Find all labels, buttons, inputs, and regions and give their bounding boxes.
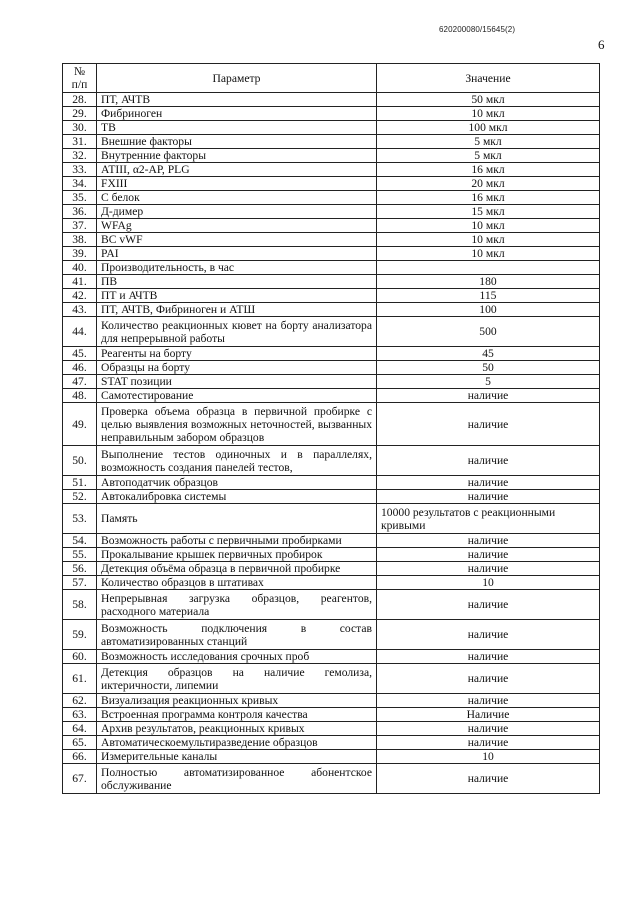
row-value: наличие bbox=[377, 446, 600, 476]
row-number: 56. bbox=[63, 562, 97, 576]
row-number: 54. bbox=[63, 534, 97, 548]
row-number: 30. bbox=[63, 121, 97, 135]
row-value: 10000 результатов с реакционными кривыми bbox=[377, 504, 600, 534]
row-number: 38. bbox=[63, 233, 97, 247]
row-number: 49. bbox=[63, 403, 97, 446]
row-number: 41. bbox=[63, 275, 97, 289]
row-parameter: ПТ, АЧТВ bbox=[97, 93, 377, 107]
table-row bbox=[63, 135, 600, 149]
row-value: 5 bbox=[377, 375, 600, 389]
row-parameter: Количество реакционных кювет на борту анализатора для непрерывной работы bbox=[97, 317, 377, 347]
table-row bbox=[63, 233, 600, 247]
row-value: наличие bbox=[377, 664, 600, 694]
row-number: 57. bbox=[63, 576, 97, 590]
row-parameter: FXIII bbox=[97, 177, 377, 191]
row-value: 45 bbox=[377, 347, 600, 361]
table-row bbox=[63, 375, 600, 389]
table-row bbox=[63, 446, 600, 476]
row-parameter: ПТ, АЧТВ, Фибриноген и АТШ bbox=[97, 303, 377, 317]
row-number: 64. bbox=[63, 722, 97, 736]
row-number: 45. bbox=[63, 347, 97, 361]
row-parameter: Непрерывная загрузка образцов, реагентов, расходного материала bbox=[97, 590, 377, 620]
row-number: 61. bbox=[63, 664, 97, 694]
table-header-row bbox=[63, 64, 600, 93]
table-row bbox=[63, 177, 600, 191]
table-row bbox=[63, 347, 600, 361]
row-number: 28. bbox=[63, 93, 97, 107]
row-value: 500 bbox=[377, 317, 600, 347]
row-number: 59. bbox=[63, 620, 97, 650]
table-row bbox=[63, 650, 600, 664]
row-parameter: Производительность, в час bbox=[97, 261, 377, 275]
row-parameter: Полностью автоматизированное абонентское обслуживание bbox=[97, 764, 377, 794]
header-parameter: Параметр bbox=[97, 64, 377, 93]
row-number: 42. bbox=[63, 289, 97, 303]
row-value: наличие bbox=[377, 694, 600, 708]
row-value: 10 bbox=[377, 576, 600, 590]
row-number: 50. bbox=[63, 446, 97, 476]
row-parameter: Прокалывание крышек первичных пробирок bbox=[97, 548, 377, 562]
table-row bbox=[63, 664, 600, 694]
row-parameter: Автокалибровка системы bbox=[97, 490, 377, 504]
row-parameter: Проверка объема образца в первичной пробирке с целью выявления возможных неточностей, вызванных неправильным забором образцов bbox=[97, 403, 377, 446]
table-row bbox=[63, 764, 600, 794]
row-number: 29. bbox=[63, 107, 97, 121]
row-parameter: PAI bbox=[97, 247, 377, 261]
row-number: 51. bbox=[63, 476, 97, 490]
row-number: 60. bbox=[63, 650, 97, 664]
row-parameter: Память bbox=[97, 504, 377, 534]
header-value: Значение bbox=[377, 64, 600, 93]
row-value: 10 мкл bbox=[377, 247, 600, 261]
row-number: 36. bbox=[63, 205, 97, 219]
row-value: наличие bbox=[377, 476, 600, 490]
table-row bbox=[63, 247, 600, 261]
row-parameter: Количество образцов в штативах bbox=[97, 576, 377, 590]
row-value: 180 bbox=[377, 275, 600, 289]
row-value: наличие bbox=[377, 490, 600, 504]
row-value: 10 bbox=[377, 750, 600, 764]
row-value: наличие bbox=[377, 722, 600, 736]
table-row bbox=[63, 708, 600, 722]
row-value: наличие bbox=[377, 389, 600, 403]
row-number: 58. bbox=[63, 590, 97, 620]
row-number: 35. bbox=[63, 191, 97, 205]
row-parameter: BC vWF bbox=[97, 233, 377, 247]
table-row bbox=[63, 490, 600, 504]
row-number: 34. bbox=[63, 177, 97, 191]
row-number: 39. bbox=[63, 247, 97, 261]
row-parameter: Внешние факторы bbox=[97, 135, 377, 149]
row-parameter: Детекция образцов на наличие гемолиза, иктеричности, липемии bbox=[97, 664, 377, 694]
table-row bbox=[63, 219, 600, 233]
page-number: 6 bbox=[598, 37, 605, 52]
row-parameter: Образцы на борту bbox=[97, 361, 377, 375]
row-parameter: Детекция объёма образца в первичной пробирке bbox=[97, 562, 377, 576]
row-number: 48. bbox=[63, 389, 97, 403]
row-parameter: Реагенты на борту bbox=[97, 347, 377, 361]
row-value: наличие bbox=[377, 534, 600, 548]
table-row bbox=[63, 261, 600, 275]
row-number: 53. bbox=[63, 504, 97, 534]
table-row bbox=[63, 163, 600, 177]
row-number: 40. bbox=[63, 261, 97, 275]
row-number: 43. bbox=[63, 303, 97, 317]
row-number: 31. bbox=[63, 135, 97, 149]
row-number: 37. bbox=[63, 219, 97, 233]
row-parameter: Возможность исследования срочных проб bbox=[97, 650, 377, 664]
row-parameter: Визуализация реакционных кривых bbox=[97, 694, 377, 708]
row-number: 47. bbox=[63, 375, 97, 389]
table-row bbox=[63, 107, 600, 121]
row-value: наличие bbox=[377, 736, 600, 750]
row-parameter: ПВ bbox=[97, 275, 377, 289]
table-row bbox=[63, 548, 600, 562]
row-parameter: Выполнение тестов одиночных и в параллелях, возможность создания панелей тестов, bbox=[97, 446, 377, 476]
table-row bbox=[63, 562, 600, 576]
table-row bbox=[63, 275, 600, 289]
row-number: 44. bbox=[63, 317, 97, 347]
row-value: 20 мкл bbox=[377, 177, 600, 191]
row-parameter: STAT позиции bbox=[97, 375, 377, 389]
row-parameter: Внутренние факторы bbox=[97, 149, 377, 163]
table-row bbox=[63, 289, 600, 303]
table-row bbox=[63, 361, 600, 375]
row-value: 16 мкл bbox=[377, 191, 600, 205]
row-value: наличие bbox=[377, 764, 600, 794]
row-value: наличие bbox=[377, 590, 600, 620]
row-value: 100 мкл bbox=[377, 121, 600, 135]
row-value: 5 мкл bbox=[377, 135, 600, 149]
parameters-table bbox=[62, 63, 600, 794]
table-row bbox=[63, 750, 600, 764]
row-number: 66. bbox=[63, 750, 97, 764]
row-number: 33. bbox=[63, 163, 97, 177]
header-num: № п/п bbox=[63, 64, 97, 93]
table-row bbox=[63, 504, 600, 534]
table-row bbox=[63, 93, 600, 107]
row-value: 50 bbox=[377, 361, 600, 375]
row-value: 50 мкл bbox=[377, 93, 600, 107]
row-parameter: Возможность подключения в состав автоматизированных станций bbox=[97, 620, 377, 650]
row-value: Наличие bbox=[377, 708, 600, 722]
table-row bbox=[63, 476, 600, 490]
table-body bbox=[63, 93, 600, 794]
row-number: 32. bbox=[63, 149, 97, 163]
row-value: 115 bbox=[377, 289, 600, 303]
row-parameter: WFAg bbox=[97, 219, 377, 233]
table-row bbox=[63, 694, 600, 708]
table-row bbox=[63, 191, 600, 205]
row-number: 52. bbox=[63, 490, 97, 504]
table-row bbox=[63, 303, 600, 317]
row-value bbox=[377, 261, 600, 275]
table-row bbox=[63, 205, 600, 219]
row-value: 10 мкл bbox=[377, 107, 600, 121]
row-value: 15 мкл bbox=[377, 205, 600, 219]
row-value: 10 мкл bbox=[377, 233, 600, 247]
table-row bbox=[63, 389, 600, 403]
table-row bbox=[63, 590, 600, 620]
row-parameter: Измерительные каналы bbox=[97, 750, 377, 764]
row-parameter: Архив результатов, реакционных кривых bbox=[97, 722, 377, 736]
document-id: 620200080/15645(2) bbox=[439, 25, 516, 34]
row-number: 63. bbox=[63, 708, 97, 722]
row-parameter: Автоподатчик образцов bbox=[97, 476, 377, 490]
table-row bbox=[63, 576, 600, 590]
table-row bbox=[63, 317, 600, 347]
table-row bbox=[63, 403, 600, 446]
row-value: наличие bbox=[377, 620, 600, 650]
row-parameter: Самотестирование bbox=[97, 389, 377, 403]
row-number: 62. bbox=[63, 694, 97, 708]
table-row bbox=[63, 534, 600, 548]
row-parameter: Возможность работы с первичными пробирками bbox=[97, 534, 377, 548]
table-row bbox=[63, 736, 600, 750]
row-number: 67. bbox=[63, 764, 97, 794]
row-value: 16 мкл bbox=[377, 163, 600, 177]
row-parameter: Автоматическоемультиразведение образцов bbox=[97, 736, 377, 750]
row-parameter: С белок bbox=[97, 191, 377, 205]
row-parameter: ТВ bbox=[97, 121, 377, 135]
table-row bbox=[63, 620, 600, 650]
row-value: наличие bbox=[377, 403, 600, 446]
row-value: 5 мкл bbox=[377, 149, 600, 163]
row-parameter: Встроенная программа контроля качества bbox=[97, 708, 377, 722]
row-number: 55. bbox=[63, 548, 97, 562]
row-value: наличие bbox=[377, 562, 600, 576]
row-value: 10 мкл bbox=[377, 219, 600, 233]
table-row bbox=[63, 149, 600, 163]
row-value: наличие bbox=[377, 548, 600, 562]
table-row bbox=[63, 722, 600, 736]
row-number: 46. bbox=[63, 361, 97, 375]
row-parameter: Д-димер bbox=[97, 205, 377, 219]
row-parameter: ПТ и АЧТВ bbox=[97, 289, 377, 303]
row-value: 100 bbox=[377, 303, 600, 317]
row-parameter: Фибриноген bbox=[97, 107, 377, 121]
row-value: наличие bbox=[377, 650, 600, 664]
row-parameter: АТIII, α2-АР, PLG bbox=[97, 163, 377, 177]
table-row bbox=[63, 121, 600, 135]
row-number: 65. bbox=[63, 736, 97, 750]
